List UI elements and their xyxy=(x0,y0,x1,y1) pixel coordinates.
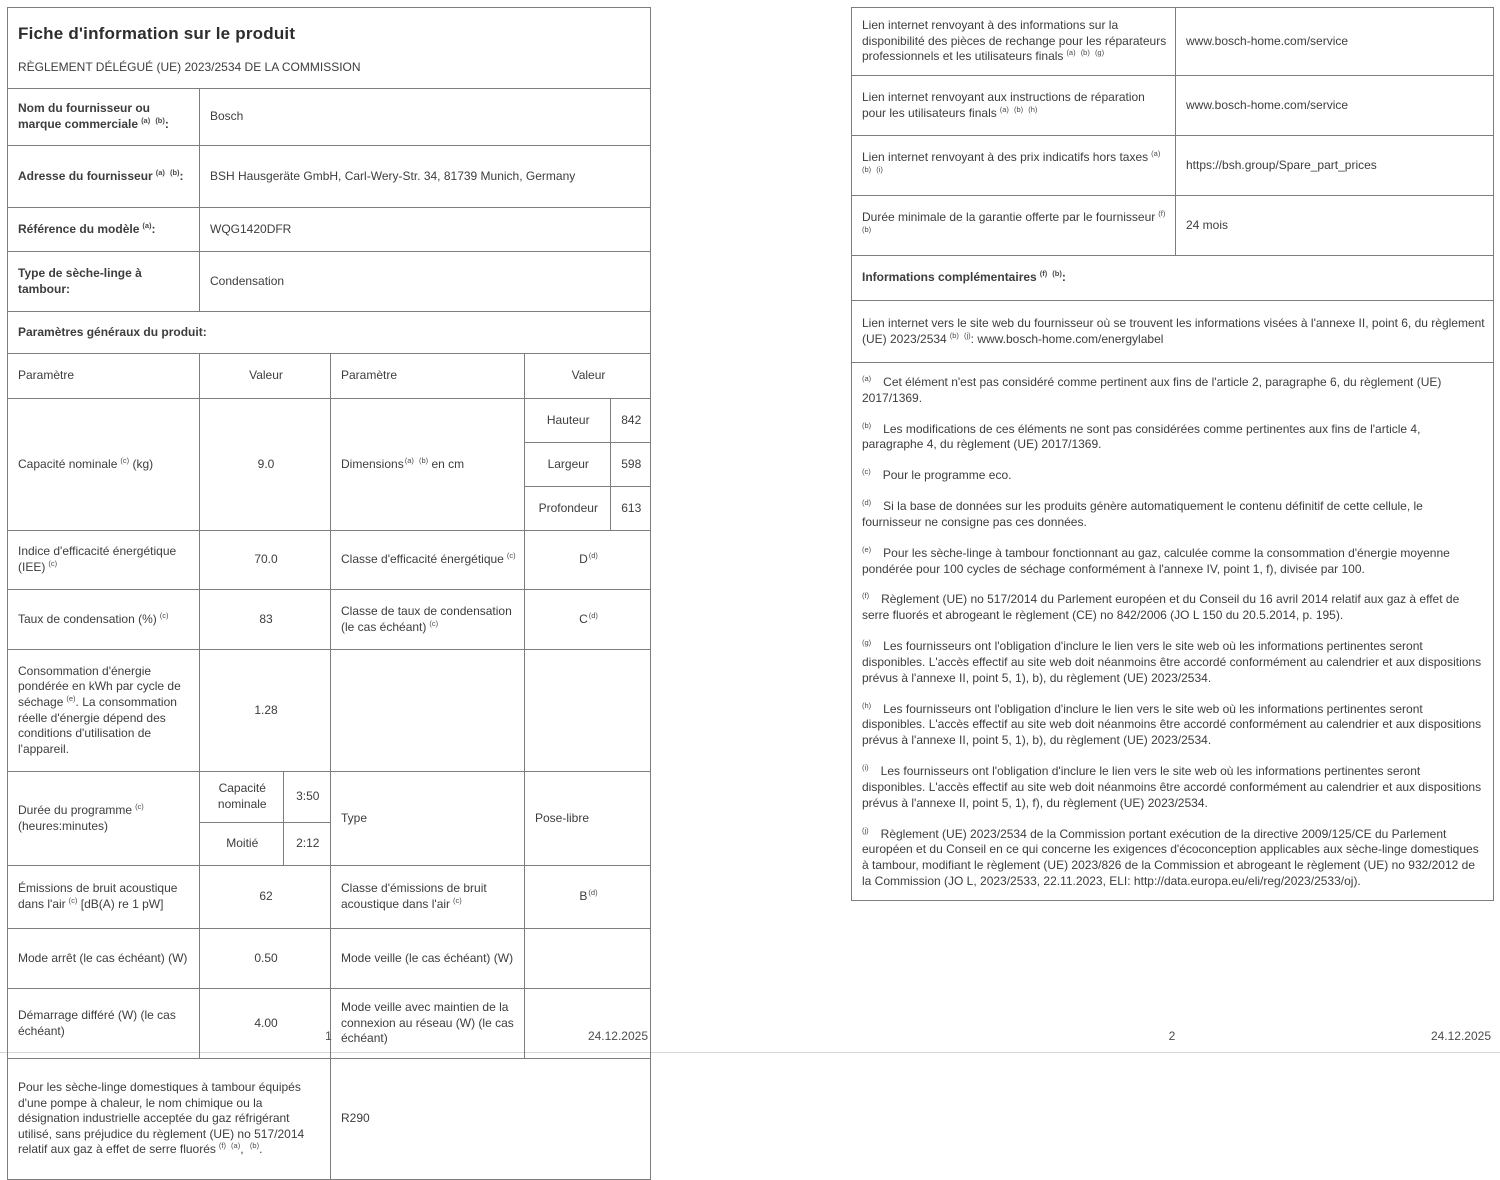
capacity-value: 9.0 xyxy=(200,399,331,531)
footnote-j xyxy=(862,827,1483,890)
duration-label: Durée du programme $^{(c)}$ (heures:minutes) xyxy=(8,772,200,866)
footnotes-row xyxy=(852,363,1494,901)
dimension-name: Largeur xyxy=(525,443,610,487)
footnote-marker: (a) xyxy=(862,374,872,383)
title-row xyxy=(8,8,651,89)
footnote-ref: (f) (b) xyxy=(1039,269,1062,279)
duration-sub-row xyxy=(200,823,330,866)
spare-parts-link-row xyxy=(852,8,1494,76)
column-header-row xyxy=(8,354,651,399)
off-mode-row xyxy=(8,929,651,989)
warranty-label: Durée minimale de la garantie offerte par le fournisseur $^{(f) (b)}$ xyxy=(852,196,1176,256)
dimension-value: 613 xyxy=(610,487,650,531)
footnote-marker: (i) xyxy=(862,763,869,773)
footnote-ref: (a) (b) xyxy=(404,455,429,465)
delayed-start-row xyxy=(8,989,651,1059)
empty-cell xyxy=(525,650,651,772)
footnote-ref: (f) (b) xyxy=(862,208,1166,234)
standby-value xyxy=(525,929,651,989)
footnote-ref: (d) xyxy=(588,888,598,898)
footnote-i xyxy=(862,764,1483,811)
type-label: Type xyxy=(331,772,525,866)
model-ref-label: Référence du modèle $^{(a)}$: xyxy=(8,208,200,252)
empty-cell xyxy=(331,650,525,772)
footnote-h xyxy=(862,702,1483,749)
col-header-valeur-2: Valeur xyxy=(525,354,651,399)
col-header-parametre-1: Paramètre xyxy=(8,354,200,399)
footer-date: 24.12.2025 xyxy=(1430,1029,1491,1043)
footnote-text: Les modifications de ces éléments ne sont pas considérées comme pertinentes aux fins de l'article 4, paragraphe 4, du règlement (UE) 2017/1369. xyxy=(862,421,1421,452)
footnote-text: Pour le programme eco. xyxy=(882,468,1012,483)
energy-class-label: Classe d'efficacité énergétique $^{(c)}$ xyxy=(331,531,525,590)
page-1 xyxy=(7,7,650,1180)
footnote-ref: (c) xyxy=(135,801,144,811)
delayed-start-value: 4.00 xyxy=(200,989,331,1059)
networked-standby-value xyxy=(525,989,651,1059)
footnote-text: Pour les sèche-linge à tambour fonctionnant au gaz, calculée comme la consommation d'énergie moyenne pondérée pour 100 cycles de séchage conformément à l'annexe IV, point 1, f), divisée par 100. xyxy=(862,545,1450,576)
page-number: 1 xyxy=(325,1029,332,1043)
dryer-type-row xyxy=(8,252,651,312)
iee-row xyxy=(8,531,651,590)
dryer-type-value: Condensation xyxy=(200,252,651,312)
refrigerant-row xyxy=(8,1059,651,1180)
condensation-row xyxy=(8,590,651,650)
footnote-text: Règlement (UE) no 517/2014 du Parlement européen et du Conseil du 16 avril 2014 relatif aux gaz à effet de serre fluorés et abrogeant le règlement (CE) no 842/2006 (JO L 150 du 20.5.2014, p. 195). xyxy=(862,592,1460,623)
footnotes-cell xyxy=(852,363,1494,901)
supplier-name-value: Bosch xyxy=(200,89,651,146)
capacity-label: Capacité nominale $^{(c)}$ (kg) xyxy=(8,399,200,531)
dimensions-sub-table xyxy=(525,399,650,530)
dimension-value: 842 xyxy=(621,412,642,427)
noise-class-label: Classe d'émissions de bruit acoustique dans l'air $^{(c)}$ xyxy=(331,866,525,929)
condensation-rate-label: Taux de condensation (%) $^{(c)}$ xyxy=(8,590,200,650)
website-note-row xyxy=(852,301,1494,363)
page-2 xyxy=(851,7,1493,901)
standby-label: Mode veille (le cas échéant) (W) xyxy=(331,929,525,989)
delayed-start-label: Démarrage différé (W) (le cas échéant) xyxy=(8,989,200,1059)
dimension-row xyxy=(525,487,650,531)
additional-info-header-row xyxy=(852,256,1494,301)
dimension-row xyxy=(525,443,650,487)
footnote-ref: (a) (b) xyxy=(155,167,180,177)
energy-consumption-row xyxy=(8,650,651,772)
dimensions-values-cell xyxy=(525,399,651,531)
noise-class-value: $B^{(d)}$ xyxy=(525,866,651,929)
footnote-marker: (g) xyxy=(862,638,872,648)
footnote-ref: (c) xyxy=(429,618,439,628)
condensation-class-label: Classe de taux de condensation (le cas échéant) $^{(c)}$ xyxy=(331,590,525,650)
supplier-address-value: BSH Hausgeräte GmbH, Carl-Wery-Str. 34, 81739 Munich, Germany xyxy=(200,146,651,208)
supplier-address-row xyxy=(8,146,651,208)
title-cell xyxy=(8,8,651,89)
footnote-ref: (a) xyxy=(142,220,152,230)
website-note: Lien internet vers le site web du fournisseur où se trouvent les informations visées à l'annexe II, point 6, du règlement (UE) 2023/2534 $^{(b) (j)}$: www.bosch-home.com/energylabel xyxy=(852,301,1494,363)
footnote-ref: (a) (b) (i) xyxy=(862,148,1161,174)
refrigerant-value: R290 xyxy=(331,1059,651,1180)
dimensions-label: Dimensions$^{(a) (b)}$ en cm xyxy=(331,399,525,531)
warranty-row xyxy=(852,196,1494,256)
section-header: Paramètres généraux du produit: xyxy=(8,312,651,354)
footnote-ref: (c) xyxy=(68,896,78,905)
col-header-valeur-1: Valeur xyxy=(200,354,331,399)
footnote-e xyxy=(862,546,1483,578)
page-title: Fiche d'information sur le produit xyxy=(18,24,296,44)
page-2-footer xyxy=(851,1029,1493,1045)
footnote-ref: (e) xyxy=(66,693,76,703)
footnote-d xyxy=(862,499,1483,531)
footnote-marker: (f) xyxy=(862,591,870,601)
networked-standby-label: Mode veille avec maintien de la connexion au réseau (W) (le cas échéant) xyxy=(331,989,525,1059)
regulation-subtitle: RÈGLEMENT DÉLÉGUÉ (UE) 2023/2534 DE LA COMMISSION xyxy=(18,60,361,75)
repair-instructions-link-label: Lien internet renvoyant aux instructions de réparation pour les utilisateurs finals $^{(a) (b) (h)}$ xyxy=(852,76,1176,136)
duration-sub-table xyxy=(200,772,330,865)
noise-row xyxy=(8,866,651,929)
repair-instructions-link-row xyxy=(852,76,1494,136)
duration-value: 2:12 xyxy=(283,823,330,866)
footnote-text: Les fournisseurs ont l'obligation d'inclure le lien vers le site web où les informations pertinentes seront disponibles. L'accès effectif au site web doit néanmoins être accordé conformément au calendrier et aux dispositions prévus à l'annexe II, point 5, 1), b), du règlement (UE) 2023/2534. xyxy=(862,701,1482,748)
off-mode-value: 0.50 xyxy=(200,929,331,989)
footnote-ref: (c) xyxy=(48,559,58,568)
supplier-name-label: Nom du fournisseur ou marque commerciale $^{(a) (b)}$: xyxy=(8,89,200,146)
footnote-text: Les fournisseurs ont l'obligation d'inclure le lien vers le site web où les informations pertinentes seront disponibles. L'accès effectif au site web doit néanmoins être accordé conformément au calendrier et aux dispositions prévus à l'annexe II, point 5, 1), f), du règlement (UE) 2023/2534. xyxy=(862,764,1482,810)
footnote-a xyxy=(862,375,1483,407)
footnote-marker: (h) xyxy=(862,700,872,710)
footnote-ref: (b) xyxy=(249,1141,260,1151)
refrigerant-label: Pour les sèche-linge domestiques à tambour équipés d'une pompe à chaleur, le nom chimique ou la désignation industrielle acceptée du gaz réfrigérant utilisé, sans préjudice du règlement (UE) no 517/2014 relatif aux gaz à effet de serre fluorés $^{(f) (a)}$, $^{(b)}$. xyxy=(8,1059,331,1180)
model-ref-row xyxy=(8,208,651,252)
condensation-rate-value: 83 xyxy=(200,590,331,650)
footnote-text: Les fournisseurs ont l'obligation d'inclure le lien vers le site web où les informations pertinentes seront disponibles. L'accès effectif au site web doit néanmoins être accordé conformément au calendrier et aux dispositions prévus à l'annexe II, point 5, 1), b), du règlement (UE) 2023/2534. xyxy=(862,639,1482,685)
energy-class-value: $D^{(d)}$ xyxy=(525,531,651,590)
footnote-g xyxy=(862,639,1483,686)
duration-sub-row xyxy=(200,772,330,823)
dimension-value: 598 xyxy=(610,443,650,487)
warranty-value: 24 mois xyxy=(1176,196,1494,256)
iee-label: Indice d'efficacité énergétique (IEE) $^{(c)}$ xyxy=(8,531,200,590)
off-mode-label: Mode arrêt (le cas échéant) (W) xyxy=(8,929,200,989)
duration-mode: Capacité nominale xyxy=(200,772,283,823)
noise-value: 62 xyxy=(200,866,331,929)
iee-value: 70.0 xyxy=(200,531,331,590)
footnote-ref: (b) (j) xyxy=(949,330,971,340)
dimension-name: Profondeur xyxy=(525,487,610,531)
spare-parts-link-value: www.bosch-home.com/service xyxy=(1176,8,1494,76)
section-header-row xyxy=(8,312,651,354)
footnote-ref: (c) xyxy=(120,455,130,465)
footnote-ref: (a) (b) (g) xyxy=(1066,48,1105,58)
repair-instructions-link-value: www.bosch-home.com/service xyxy=(1176,76,1494,136)
duration-row xyxy=(8,772,651,866)
footnote-marker: (b) xyxy=(862,420,872,430)
indicative-prices-link-row xyxy=(852,136,1494,196)
model-ref-value: WQG1420DFR xyxy=(200,208,651,252)
footnote-f xyxy=(862,592,1483,624)
noise-label: Émissions de bruit acoustique dans l'air $^{(c)}$ [dB(A) re 1 pW] xyxy=(8,866,200,929)
supplier-address-label: Adresse du fournisseur $^{(a) (b)}$: xyxy=(8,146,200,208)
footnote-marker: (e) xyxy=(862,544,872,554)
footnote-ref: (d) xyxy=(588,551,598,561)
page-1-footer xyxy=(7,1029,650,1045)
duration-values-cell xyxy=(200,772,331,866)
footnote-ref: (a) (b) xyxy=(141,116,165,125)
footnote-marker: (c) xyxy=(862,467,871,477)
footer-date: 24.12.2025 xyxy=(587,1029,648,1043)
page-1-table xyxy=(7,7,651,1180)
col-header-parametre-2: Paramètre xyxy=(331,354,525,399)
dimension-name: Hauteur xyxy=(525,399,610,443)
dimension-row xyxy=(525,399,650,443)
duration-mode: Moitié xyxy=(200,823,283,866)
indicative-prices-link-value: https://bsh.group/Spare_part_prices xyxy=(1176,136,1494,196)
energy-consumption-label: Consommation d'énergie pondérée en kWh par cycle de séchage $^{(e)}$. La consommation réelle d'énergie dépend des conditions d'utilisation de l'appareil. xyxy=(8,650,200,772)
duration-value: 3:50 xyxy=(296,789,320,804)
footnote-ref: (f) (a) xyxy=(218,1141,241,1151)
footnote-b xyxy=(862,422,1483,454)
footnote-marker: (j) xyxy=(862,825,869,835)
supplier-name-row xyxy=(8,89,651,146)
page-number: 2 xyxy=(1168,1029,1176,1043)
footnote-text: Règlement (UE) 2023/2534 de la Commission portant exécution de la directive 2009/125/CE du Parlement européen et du Conseil en ce qui concerne les exigences d'écoconception applicables aux sèche-linge domestiques à tambour, modifiant le règlement (UE) 2023/826 de la Commission et abrogeant le règlement (UE) no 932/2012 de la Commission (JO L, 2023/2533, 22.11.2023, ELI: http://data.europa.eu/eli/reg/2023/2533/oj). xyxy=(862,826,1479,889)
energy-consumption-value: 1.28 xyxy=(200,650,331,772)
type-value: Pose-libre xyxy=(525,772,651,866)
additional-info-header: Informations complémentaires $^{(f) (b)}$: xyxy=(852,256,1494,301)
footnote-text: Si la base de données sur les produits génère automatiquement le contenu définitif de cette cellule, le fournisseur ne consigne pas ces données. xyxy=(862,499,1423,529)
footnote-ref: (d) xyxy=(588,610,598,620)
indicative-prices-link-label: Lien internet renvoyant à des prix indicatifs hors taxes $^{(a) (b) (i)}$ xyxy=(852,136,1176,196)
footnote-marker: (d) xyxy=(862,498,872,508)
footnote-c xyxy=(862,468,1483,484)
capacity-dimensions-row xyxy=(8,399,651,531)
footnote-ref: (a) (b) (h) xyxy=(999,104,1038,114)
condensation-class-value: $C^{(d)}$ xyxy=(525,590,651,650)
footnote-ref: (c) xyxy=(453,896,462,905)
footnote-text: Cet élément n'est pas considéré comme pertinent aux fins de l'article 2, paragraphe 6, du règlement (UE) 2017/1369. xyxy=(862,375,1442,405)
footnote-ref: (c) xyxy=(159,610,169,620)
dryer-type-label: Type de sèche-linge à tambour: xyxy=(8,252,200,312)
page-2-table xyxy=(851,7,1494,901)
footnote-ref: (c) xyxy=(506,551,516,561)
spare-parts-link-label: Lien internet renvoyant à des informations sur la disponibilité des pièces de rechange pour les réparateurs professionnels et les utilisateurs finals $^{(a) (b) (g)}$ xyxy=(852,8,1176,76)
